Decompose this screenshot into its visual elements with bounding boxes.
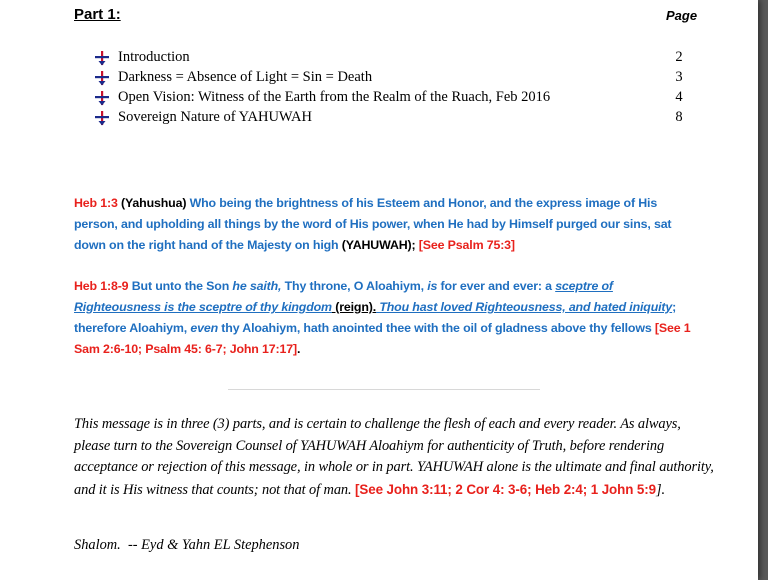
toc-label: Sovereign Nature of YAHUWAH	[118, 109, 312, 125]
pushpin-arrow-icon	[94, 50, 110, 66]
verse-text: Thy throne, O Aloahiym,	[281, 279, 428, 293]
toc-item[interactable]	[94, 69, 694, 89]
verse-text: Who being the brightness of his Esteem and Honor, and the express image of His person, and upholding all things by the word of His power, when He had by Himself purged our sins, sat down on the right hand of the Majesty on high	[74, 196, 672, 252]
table-of-contents	[94, 49, 694, 129]
verse-heb-1-3	[74, 193, 698, 256]
part-title: Part 1:	[74, 6, 121, 23]
verse-text: But unto the Son	[128, 279, 233, 293]
message-end: ].	[655, 481, 665, 498]
pushpin-arrow-icon	[94, 110, 110, 126]
signature: Shalom. -- Eyd & Yahn EL Stephenson	[74, 537, 300, 553]
pushpin-arrow-icon	[94, 90, 110, 106]
toc-page-number: 8	[675, 109, 683, 125]
message-text: This message is in three (3) parts, and is certain to challenge the flesh of each and every reader. As always, please turn to the Sovereign Counsel of YAHUWAH Aloahiym for authenticity of Truth, before rendering acceptance or rejection of this message, in whole or in part. YAHUWAH alone is the ultimate and final authority, and it is His witness that counts; not that of man.	[74, 416, 714, 498]
toc-label: Darkness = Absence of Light = Sin = Death	[118, 69, 373, 85]
verse-reference: Heb 1:8-9	[74, 279, 129, 293]
toc-item[interactable]	[94, 109, 694, 129]
pushpin-arrow-icon	[94, 70, 110, 86]
toc-label: Introduction	[118, 49, 190, 65]
verse-underlined: Thou hast loved Righteousness, and hated iniquity	[376, 300, 673, 314]
see-reference: [See John 3:11; 2 Cor 4: 3-6; Heb 2:4; 1 John 5:9	[355, 481, 656, 497]
verse-italic: he saith,	[232, 279, 282, 293]
verse-text: thy Aloahiym, hath anointed thee with the oil of gladness above thy fellows	[218, 321, 655, 335]
toc-item[interactable]	[94, 49, 694, 69]
toc-page-number: 4	[675, 89, 683, 105]
toc-label: Open Vision: Witness of the Earth from the Realm of the Ruach, Feb 2016	[118, 89, 551, 105]
verse-heb-1-8-9	[74, 276, 698, 360]
page-column-header: Page	[666, 8, 698, 23]
verse-reference: Heb 1:3	[74, 196, 118, 210]
see-reference: [See Psalm 75:3]	[415, 238, 515, 252]
toc-page-number: 3	[675, 69, 683, 85]
toc-page-number: 2	[675, 49, 683, 65]
see-reference: [See 1 Sam 2:6-10; Psalm 45: 6-7; John 17:17]	[74, 321, 691, 356]
message-paragraph	[74, 414, 714, 501]
verse-period: .	[296, 342, 301, 356]
toc-item[interactable]	[94, 89, 694, 109]
section-divider	[228, 389, 540, 390]
verse-name: (YAHUWAH);	[341, 238, 416, 252]
verse-italic: is	[427, 279, 438, 293]
verse-italic: even	[190, 321, 219, 335]
verse-reign: (reign).	[331, 300, 377, 314]
verse-underlined: sceptre of Righteousness is the sceptre of thy kingdom	[74, 279, 613, 314]
verse-text: for ever and ever: a	[437, 279, 556, 293]
verse-name: (Yahushua)	[121, 196, 187, 210]
verse-text: ; therefore Aloahiym,	[74, 300, 677, 335]
